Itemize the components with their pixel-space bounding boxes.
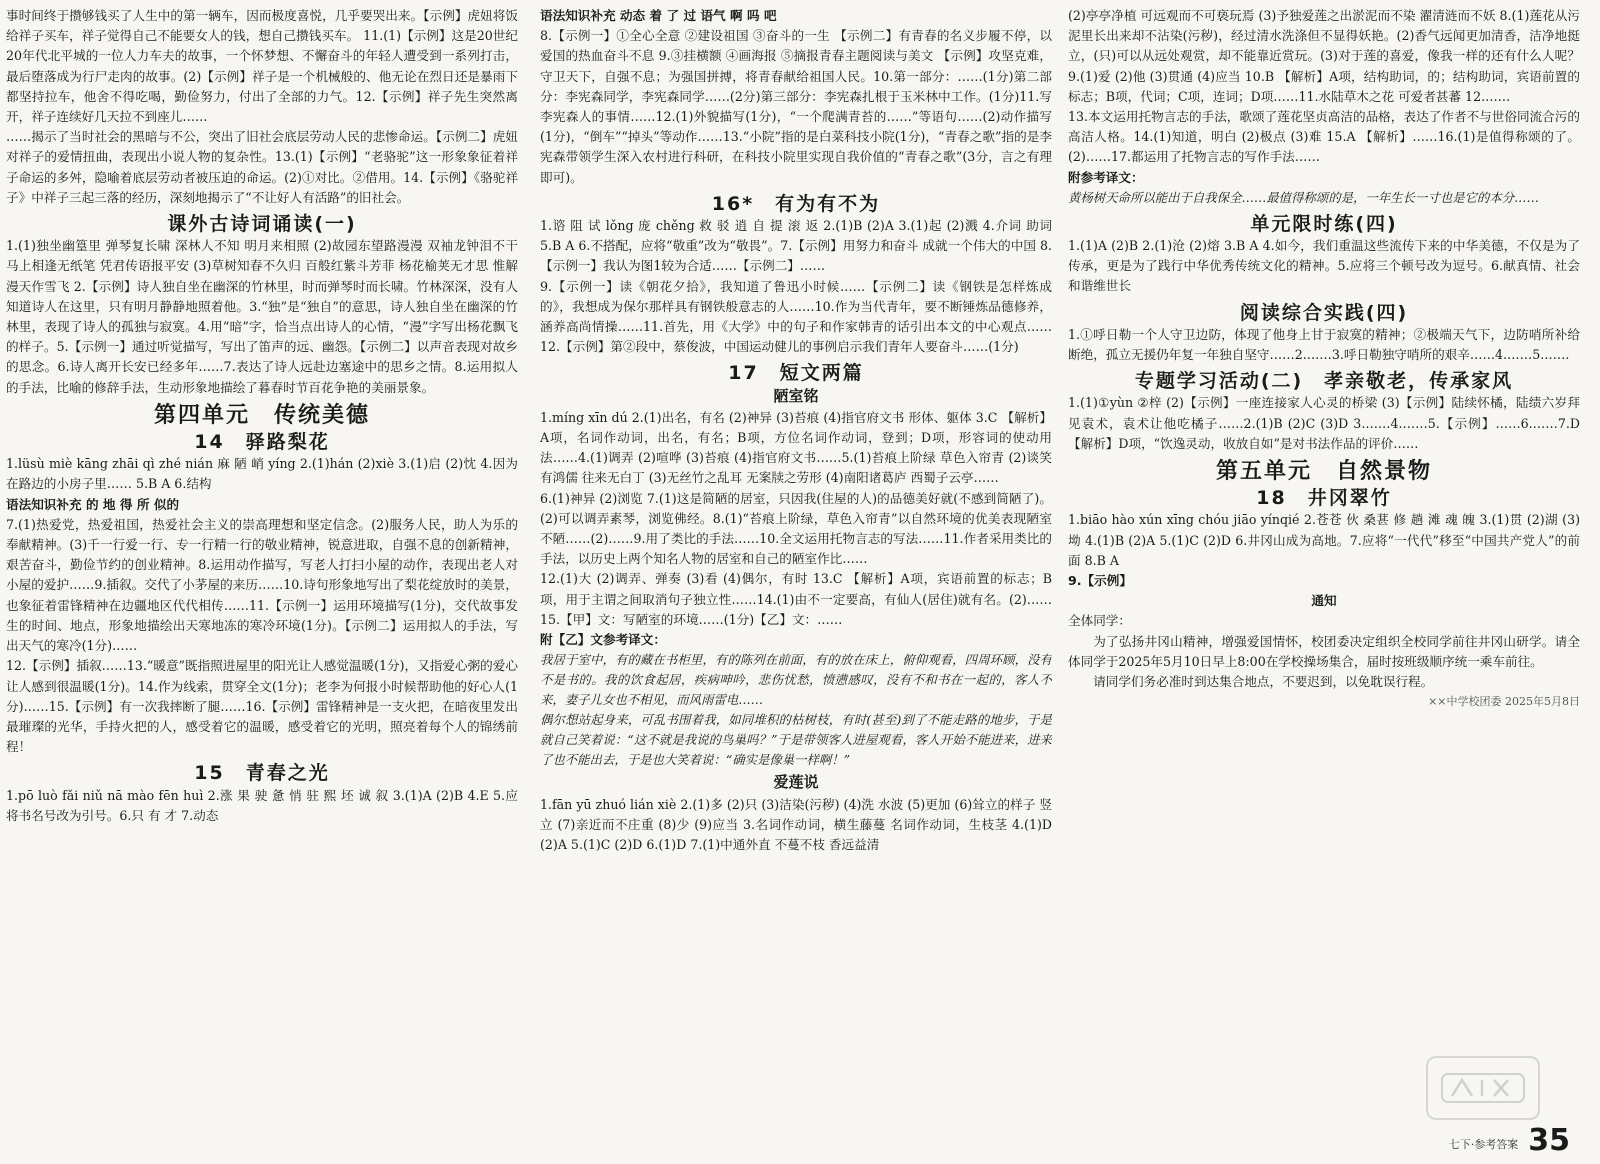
- paragraph: 1.谘 阻 试 lǒng 庞 chěng 救 驳 逍 自 提 滚 返 2.(1)B (2)A 3.(1)起 (2)溅 4.介词 助词 5.B A 6.不搭配，应将“敬重”改为“敬畏”。7.【示例】用努力和奋斗 成就一个伟大的中国 8.【示例一】我认为图1较为合适……【示例二】……: [540, 218, 1052, 274]
- paragraph: 1.lüsù miè kāng zhāi qì zhé nián 麻 陋 峭 yíng 2.(1)hán (2)xiè 3.(1)启 (2)忱 4.因为在路边的小房子里…… 5.B A 6.结构: [6, 456, 518, 492]
- watermark-icon: [1438, 1068, 1528, 1108]
- left-column: [6, 6, 518, 1126]
- paragraph: 12.【示例】插叙……13.“暖意”既指照进屋里的阳光让人感觉温暖(1分)，又指爱心粥的爱心让人感到很温暖(1分)。14.作为线索，贯穿全文(1分)；老李为何报小时候帮助他的好心人(1分)……15.【示例】有一次我摔断了腿……16.【示例】雷锋精神是一支火把，在暗夜里发出最璀璨的光华，手持火把的人，感受着它的温暖，感受着它的光明，照亮着每个人的锦绣前程！: [6, 658, 518, 755]
- paragraph: 1.biāo hào xún xīng chóu jiāo yínqié 2.苍苍 伙 桑葚 修 趟 滩 魂 魄 3.(1)贯 (2)湖 (3)坳 4.(1)B (2)A 5.(1)C (2)D 6.井冈山成为高地。7.应将“一代代”移至“中国共产党人”的前面 8.B A: [1068, 512, 1580, 568]
- paragraph: 1.míng xīn dú 2.(1)出名，有名 (2)神异 (3)苔痕 (4)指官府文书 形体、躯体 3.C 【解析】A项，名词作动词，出名，有名；B项，方位名词作动词，登到；D项，形容词的使动用法……4.(1)调弄 (2)喧哗 (3)苔痕 (4)指官府文书……5.(1)苔痕上阶绿 草色入帘青 (2)谈笑有鸿儒 往来无白丁 (3)无丝竹之乱耳 无案牍之劳形 (4)南阳诸葛庐 西蜀子云亭……: [540, 409, 1052, 486]
- page-footer: [1449, 1118, 1570, 1158]
- paragraph: 13.本文运用托物言志的手法，歌颂了莲花坚贞高洁的品格，表达了作者不与世俗同流合污的高洁人格。14.(1)知道，明白 (2)极点 (3)难 15.A 【解析】……16.(1)是值得称颂的了。(2)……17.都运用了托物言志的写作手法……: [1068, 109, 1580, 165]
- grammar-supplement: 语法知识补充 的 地 得 所 似的: [6, 496, 180, 512]
- translation-text: 我居于室中，有的藏在书柜里，有的陈列在前面，有的放在床上，俯仰观看，四周环顾，没有不是书的。我的饮食起居，疾病呻吟，悲伤忧愁，愤懑感叹，没有不和书在一起的，客人不来，妻子儿女也不相见，而风雨雷电……: [540, 652, 1052, 708]
- sub-heading: 爱莲说: [773, 773, 819, 792]
- paragraph: 事时间终于攒够钱买了人生中的第一辆车，因而极度喜悦，几乎要哭出来。【示例】虎妞将饭给祥子买车，祥子觉得自己不能要女人的钱，想自己攒钱买车。 11.(1)【示例】这是20世纪20年代北平城的一位人力车夫的故事，一个怀梦想、不懈奋斗的年轻人遭受到一系列打击，最后堕落成为行尸走肉的故事。(2)【示例】祥子是一个机械般的、他无论在烈日还是暴雨下都坚持拉车，他舍不得吃喝，勤俭努力，付出了全部的力气。12.【示例】祥子先生突然离开，祥子连续好几天拉不到座儿……: [6, 8, 518, 125]
- watermark-logo: [1426, 1056, 1540, 1120]
- sub-heading: 陋室铭: [773, 386, 819, 405]
- section-heading: 阅读综合实践(四): [1239, 301, 1409, 324]
- section-heading: 专题学习活动(二) 孝亲敬老，传承家风: [1134, 370, 1514, 393]
- appendix-label: 附【乙】文参考译文：: [540, 632, 666, 648]
- notice-title: 通知: [1311, 593, 1337, 609]
- translation-text: 黄杨树天命所以能出于自我保全……最值得称颂的是，一年生长一寸也是它的本分……: [1068, 189, 1539, 205]
- paragraph: ……揭示了当时社会的黑暗与不公，突出了旧社会底层劳动人民的悲惨命运。【示例二】虎妞对祥子的爱情扭曲，表现出小说人物的复杂性。13.(1)【示例】“老骆驼”这一形象象征着祥子命运的多舛，隐喻着底层劳动者被压迫的命运。(2)①对比。②借用。14.【示例】《骆驼祥子》中祥子三起三落的经历，深刻地揭示了“不让好人有活路”的旧社会。: [6, 129, 518, 205]
- lesson-heading: 14 驿路梨花: [194, 431, 330, 454]
- paragraph: 8.【示例一】①全心全意 ②建设祖国 ③奋斗的一生 【示例二】有青春的名义步履不停，以爱国的热血奋斗不息 9.③挂横额 ④画海报 ⑤摘报青春主题阅读与美文 【示例】攻坚克难，守卫天下，自强不息；为强国拼搏，将青春献给祖国人民。10.第一部分：……(1分)第二部分：李宪森同学，李宪森同学……(2分)第三部分：李宪森扎根于玉米林中工作。(1分)11.写李宪森人的事情……12.(1)外貌描写(1分)，“一个爬满青苔的……”等语句……(2)动作描写(1分)，“倒车”“掉头”等动作……13.“小院”指的是白菜科技小院(1分)，“青春之歌”指的是李宪森带领学生深入农村进行科研，在科技小院里实现自我价值的“青春之歌”(3分，言之有理即可)。: [540, 28, 1052, 185]
- middle-column: [540, 6, 1052, 1126]
- section-heading: 课外古诗词诵读(一): [167, 213, 357, 236]
- notice-body: 请同学们务必准时到达集合地点，不要迟到，以免耽误行程。: [1093, 674, 1434, 690]
- page-number: 35: [1528, 1123, 1570, 1158]
- translation-text: 偶尔想站起身来，可乱书围着我，如同堆积的枯树枝，有时(甚至)到了不能走路的地步，于是就自己笑着说：“这不就是我说的鸟巢吗？”于是带领客人进屋观看，客人开始不能进来，进来了也不能出去，于是也大笑着说：“确实是像巢一样啊！”: [540, 712, 1052, 768]
- paragraph: 1.(1)A (2)B 2.(1)沧 (2)熔 3.B A 4.如今，我们重温这些流传下来的中华美德，不仅是为了传承，更是为了践行中华优秀传统文化的精神。5.应将三个顿号改为逗号。6.献真情、社会和谐维世长: [1068, 238, 1580, 294]
- paragraph: 1.fān yū zhuó lián xiè 2.(1)多 (2)只 (3)洁染(污秽) (4)洗 水波 (5)更加 (6)耸立的样子 竖立 (7)亲近而不庄重 (8)少 (9)应当 3.名词作动词，横生藤蔓 名词作动词，生枝茎 4.(1)D (2)A 5.(1)C (2)D 6.(1)D 7.(1)中通外直 不蔓不枝 香远益清: [540, 796, 1052, 852]
- unit-heading: 第五单元 自然景物: [1215, 459, 1432, 485]
- unit-heading: 第四单元 传统美德: [153, 402, 370, 428]
- lesson-heading: 18 井冈翠竹: [1256, 487, 1392, 510]
- example-label: 9.【示例】: [1068, 573, 1132, 589]
- footer-label: 七下·参考答案: [1448, 1138, 1519, 1151]
- notice-recipient: 全体同学：: [1068, 613, 1131, 629]
- lesson-heading: 17 短文两篇: [728, 362, 864, 385]
- paragraph: 1.pō luò fǎi niǔ nā mào fēn huì 2.涨 果 驶 惫 悄 驻 熙 坯 诚 叙 3.(1)A (2)B 4.E 5.应将书名号改为引号。6.只 有 才 7.动态: [6, 787, 518, 823]
- paragraph: (2)亭亭净植 可远观而不可亵玩焉 (3)予独爱莲之出淤泥而不染 濯清涟而不妖 8.(1)莲花从污泥里长出来却不沾染(污秽)，经过清水洗涤但不显得妖艳。(2)香气远闻更加清香，洁净地挺立，(只)可以从远处观赏，却不能靠近赏玩。(3)对于莲的喜爱，像我一样的还有什么人呢？9.(1)爱 (2)他 (3)贯通 (4)应当 10.B 【解析】A项，结构助词，的；结构助词，宾语前置的标志；B项，代词；C项，连词；D项……11.水陆草木之花 可爱者甚蕃 12.……: [1068, 8, 1580, 104]
- paragraph: 9.【示例一】读《朝花夕拾》，我知道了鲁迅小时候……【示例二】读《钢铁是怎样炼成的》，我想成为保尔那样具有钢铁般意志的人……10.作为当代青年，要不断锤炼品德修养，涵养高尚情操……11.首先，用《大学》中的句子和作家韩青的话引出本文的中心观点……12.【示例】第②段中，蔡俊波，中国运动健儿的事例启示我们青年人要奋斗……(1分): [540, 278, 1052, 355]
- section-heading: 单元限时练(四): [1250, 212, 1398, 235]
- paragraph: 12.(1)大 (2)调弄、弹奏 (3)看 (4)偶尔，有时 13.C 【解析】A项，宾语前置的标志；B项，用于主谓之间取消句子独立性……14.(1)由不一定要高，有仙人(居住)就有名。(2)……15.【甲】文：写陋室的环境……(1分)【乙】文：……: [540, 571, 1052, 627]
- right-column: [1068, 6, 1580, 1126]
- appendix-label: 附参考译文：: [1068, 169, 1144, 185]
- notice-body: 为了弘扬井冈山精神，增强爱国情怀，校团委决定组织全校同学前往井冈山研学。请全体同学于2025年5月10日早上8:00在学校操场集合，届时按班级顺序统一乘车前往。: [1068, 633, 1580, 669]
- paragraph: 1.(1)独坐幽篁里 弹琴复长啸 深林人不知 明月来相照 (2)故园东望路漫漫 双袖龙钟泪不干 马上相逢无纸笔 凭君传语报平安 (3)草树知春不久归 百般红紫斗芳菲 杨花榆荚无才思 惟解漫天作雪飞 2.【示例】诗人独自坐在幽深的竹林里，时而弹琴时而长啸。竹林深深，没有人知道诗人在这里，只有明月静静地照着他。3.“独”是“独自”的意思，诗人独自坐在幽深的竹林里，表现了诗人的孤独与寂寞。4.用“暗”字，恰当点出诗人的心情，“漫”字写出杨花飘飞的样子。5.【示例一】通过听觉描写，写出了笛声的远、幽怨。【示例二】以声音表现对故乡的思念。6.诗人离开长安已经多年……7.表达了诗人远赴边塞途中的思乡之情。8.运用拟人的手法，比喻的修辞手法，生动形象地描绘了暮春时节百花争艳的美丽景象。: [6, 238, 518, 395]
- paragraph: 1.①呼日勒一个人守卫边防，体现了他身上甘于寂寞的精神；②极端天气下，边防哨所补给断绝，孤立无援仍年复一年独自坚守……2.……3.呼日勒独守哨所的艰辛……4.……5.……: [1068, 326, 1580, 363]
- paragraph: 6.(1)神异 (2)浏览 7.(1)这是简陋的居室，只因我(住屋的人)的品德美好就(不感到简陋了)。(2)可以调弄素琴，浏览佛经。8.(1)“苔痕上阶绿，草色入帘青”以自然环境的优美表现陋室不陋……(2)……9.用了类比的手法……10.全文运用托物言志的写法……11.作者采用类比的手法，以历史上两个知名人物的居室和自己的陋室作比……: [540, 490, 1052, 567]
- lesson-heading: 15 青春之光: [194, 762, 330, 785]
- paragraph: 1.(1)①yùn ②梓 (2)【示例】一座连接家人心灵的桥梁 (3)【示例】陆续怀橘，陆绩六岁拜见袁术，袁术让他吃橘子……2.(1)B (2)C (3)D 3.……4.……5.【示例】……6.……7.D 【解析】D项，“饮逸灵动，收放自如”是对书法作品的评价……: [1068, 395, 1580, 451]
- grammar-supplement: 语法知识补充 动态 着 了 过 语气 啊 吗 吧: [540, 8, 777, 23]
- notice-signature: ××中学校团委 2025年5月8日: [1428, 695, 1580, 709]
- paragraph: 7.(1)热爱党，热爱祖国，热爱社会主义的崇高理想和坚定信念。(2)服务人民，助人为乐的奉献精神。(3)千一行爱一行、专一行精一行的敬业精神，锐意进取，自强不息的创新精神，艰苦奋斗，勤俭节约的创业精神。8.运用动作描写，写老人打扫小屋的动作，表现出老人对小屋的爱护……9.插叙。交代了小茅屋的来历……10.诗句形象地写出了梨花绽放时的美景，也象征着雷锋精神在边疆地区代代相传……11.【示例一】运用环境描写(1分)，交代故事发生的时间、地点，形象地描绘出天寒地冻的寒冷环境(1分)。【示例二】运用拟人的手法，写出天气的寒冷(1分)……: [6, 516, 518, 654]
- lesson-heading: 16* 有为有不为: [711, 192, 881, 215]
